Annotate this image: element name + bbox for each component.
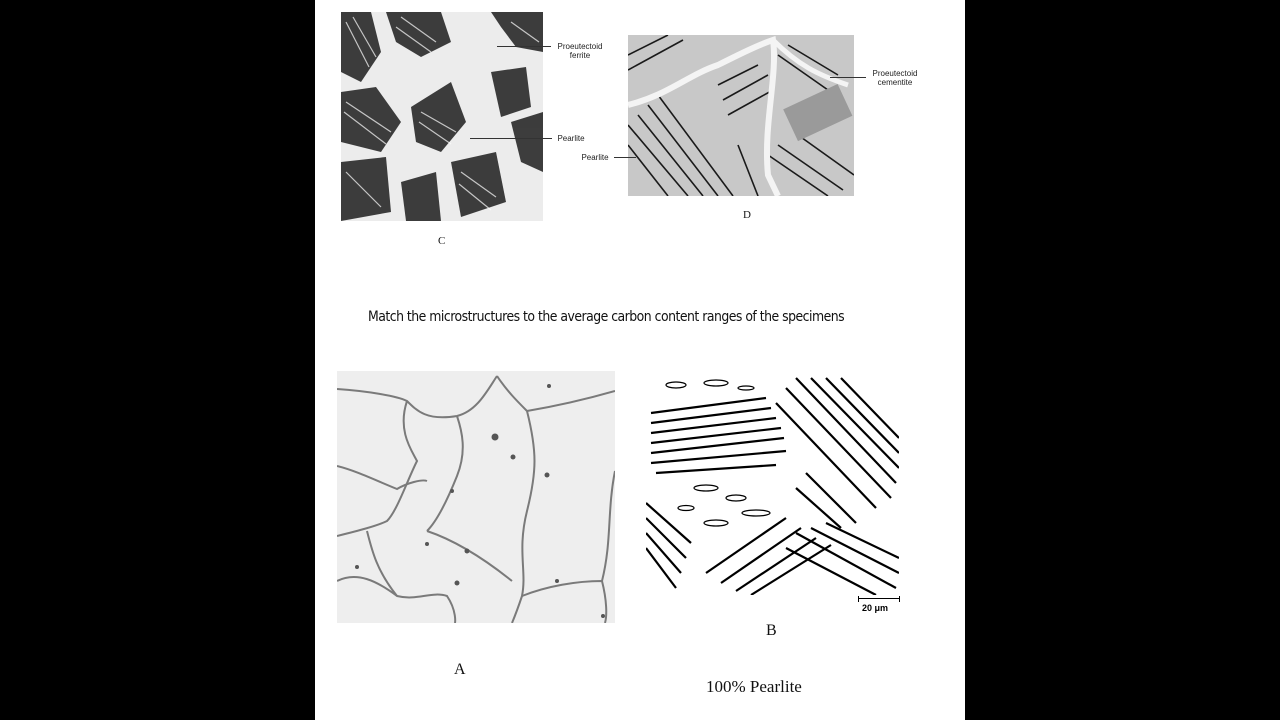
figure-caption-b: 100% Pearlite [706,677,802,696]
figure-label-b: B [766,622,777,639]
micrograph-a [337,371,615,623]
callout-proeutectoid-ferrite: Proeutectoid ferrite [557,42,603,60]
micrograph-d [628,35,854,196]
leader-line [830,77,866,78]
micrograph-c [341,12,543,221]
micrograph-b [646,373,899,595]
scale-bar [858,596,900,602]
scale-bar-label: 20 μm [862,603,889,613]
figure-label-c: C [438,235,446,247]
callout-proeutectoid-cementite: Proeutectoid cementite [872,69,918,87]
leader-line [470,138,552,139]
figure-label-d: D [743,209,751,221]
leader-line [497,46,551,47]
figure-label-a: A [454,661,466,678]
question-prompt: Match the microstructures to the average carbon content ranges of the specimens [368,309,845,325]
leader-line [614,157,636,158]
callout-pearlite: Pearlite [557,134,585,143]
callout-pearlite-d: Pearlite [581,153,609,162]
